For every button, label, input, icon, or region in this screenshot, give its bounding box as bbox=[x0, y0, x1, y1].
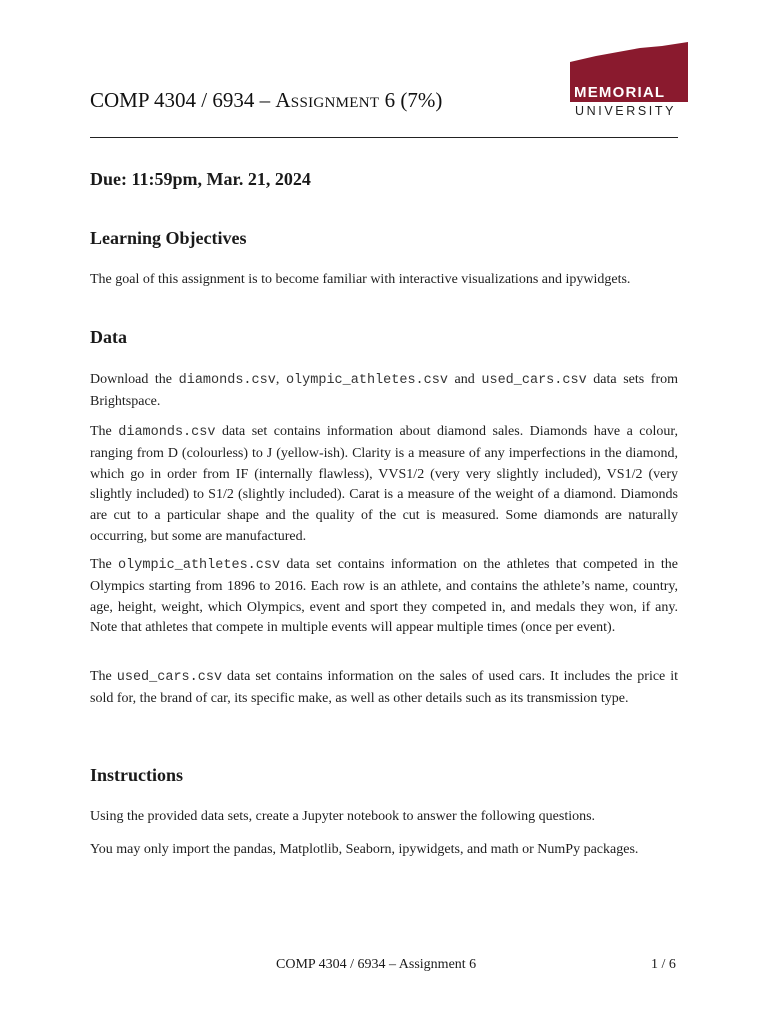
heading-learning-objectives: Learning Objectives bbox=[90, 228, 247, 248]
filename-diamonds: diamonds.csv bbox=[178, 373, 276, 388]
footer-title: COMP 4304 / 6934 – Assignment 6 bbox=[276, 957, 477, 972]
logo-text-university: UNIVERSITY bbox=[575, 104, 677, 118]
assignment-word: Assignment bbox=[275, 88, 380, 112]
page-number: 1 / 6 bbox=[651, 957, 676, 972]
objectives-text: The goal of this assignment is to become familiar with interactive visualizations and ipywidgets. bbox=[90, 272, 631, 287]
text-run: and bbox=[447, 372, 482, 387]
filename-olympic-athletes: olympic_athletes.csv bbox=[118, 558, 281, 573]
instructions-text-1: Using the provided data sets, create a Jupyter notebook to answer the following questions. bbox=[90, 809, 596, 824]
used-cars-paragraph bbox=[90, 667, 678, 710]
due-date: Due: 11:59pm, Mar. 21, 2024 bbox=[90, 169, 311, 189]
text-run: The bbox=[90, 424, 119, 439]
filename-diamonds: diamonds.csv bbox=[118, 425, 216, 440]
filename-used-cars: used_cars.csv bbox=[481, 373, 587, 388]
text-run: , bbox=[275, 372, 286, 387]
instructions-text-2: You may only import the pandas, Matplotlib, Seaborn, ipywidgets, and math or NumPy packages. bbox=[90, 842, 639, 857]
text-run: The bbox=[90, 557, 119, 572]
page-title bbox=[90, 88, 442, 113]
text-run: data sets from Brightspace. bbox=[90, 372, 679, 409]
text-run: The bbox=[90, 669, 117, 684]
header-divider bbox=[90, 137, 678, 138]
text-run: data set contains information on the athletes that competed in the Olympics starting from 1896 to 2016. Each row is an athlete, and contains the athlete’s name, country, age, height, weight, which Olympics, event and sport they competed in, and medals they won, if any. Note that athletes that compete in multiple events will appear multiple times (once per event). bbox=[90, 557, 679, 636]
assignment-number: 6 (7%) bbox=[379, 88, 443, 112]
heading-data: Data bbox=[90, 327, 127, 347]
logo-text-memorial: MEMORIAL bbox=[574, 84, 666, 101]
diamonds-paragraph bbox=[90, 422, 678, 548]
text-run: data set contains information on the sales of used cars. It includes the price it sold for, the brand of car, its specific make, as well as other details such as its transmission type. bbox=[90, 669, 679, 706]
course-code: COMP 4304 / 6934 – bbox=[90, 88, 276, 112]
text-run: data set contains information about diamond sales. Diamonds have a colour, ranging from D (colourless) to J (yellow-ish). Clarity is a measure of any imperfections in the diamond, which go in order from IF (internally flawless), VVS1/2 (very very slightly included), VS1/2 (very slightly included) to S1/2 (slightly included). Carat is a measure of the weight of a diamond. Diamonds are cut to a particular shape and the quality of the cut is measured. Some diamonds are naturally occurring, but some are manufactured. bbox=[90, 424, 678, 544]
university-logo bbox=[570, 42, 688, 122]
olympics-paragraph bbox=[90, 555, 678, 639]
heading-instructions: Instructions bbox=[90, 765, 184, 785]
filename-used-cars: used_cars.csv bbox=[116, 670, 223, 685]
text-run: Download the bbox=[90, 372, 179, 387]
filename-olympic-athletes: olympic_athletes.csv bbox=[285, 373, 448, 388]
data-download-paragraph bbox=[90, 370, 678, 413]
